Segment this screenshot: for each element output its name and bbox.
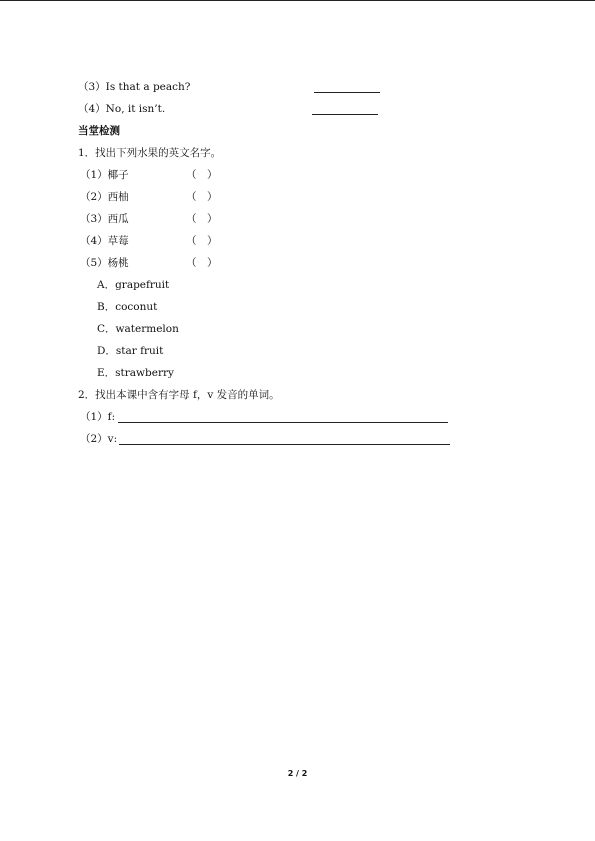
- top-border-rule: [0, 0, 595, 1]
- review-question-3: （3）Is that a peach?: [78, 81, 191, 93]
- task1-item-4: （4）草莓: [80, 235, 129, 247]
- task1-item-1: （1）椰子: [80, 169, 129, 181]
- task1-option-b: B．coconut: [97, 301, 158, 313]
- task1-option-a: A．grapefruit: [97, 279, 170, 291]
- task2-answer-line-v[interactable]: [119, 444, 450, 445]
- task2-answer-line-f[interactable]: [118, 422, 448, 423]
- task1-option-c: C．watermelon: [97, 323, 179, 335]
- task1-title: 1．找出下列水果的英文名字。: [78, 147, 222, 159]
- task1-option-e: E．strawberry: [97, 367, 174, 379]
- task1-answer-paren-2[interactable]: （ ）: [186, 191, 218, 203]
- task1-item-2: （2）西柚: [80, 191, 129, 203]
- task1-answer-paren-5[interactable]: （ ）: [186, 257, 218, 269]
- task2-item-f: （1）f:: [80, 411, 116, 423]
- task1-answer-paren-4[interactable]: （ ）: [186, 235, 218, 247]
- task1-item-3: （3）西瓜: [80, 213, 129, 225]
- section-title: 当堂检测: [78, 125, 120, 137]
- task2-item-v: （2）v:: [80, 433, 118, 445]
- task1-item-5: （5）杨桃: [80, 257, 129, 269]
- answer-blank-3[interactable]: [314, 92, 380, 93]
- answer-blank-4[interactable]: [312, 114, 378, 115]
- task2-title: 2．找出本课中含有字母 f，v 发音的单词。: [78, 389, 280, 401]
- page-number: 2 / 2: [287, 769, 308, 778]
- task1-answer-paren-1[interactable]: （ ）: [186, 169, 218, 181]
- task1-answer-paren-3[interactable]: （ ）: [186, 213, 218, 225]
- review-question-4: （4）No, it isn’t.: [78, 103, 166, 115]
- task1-option-d: D．star fruit: [97, 345, 164, 357]
